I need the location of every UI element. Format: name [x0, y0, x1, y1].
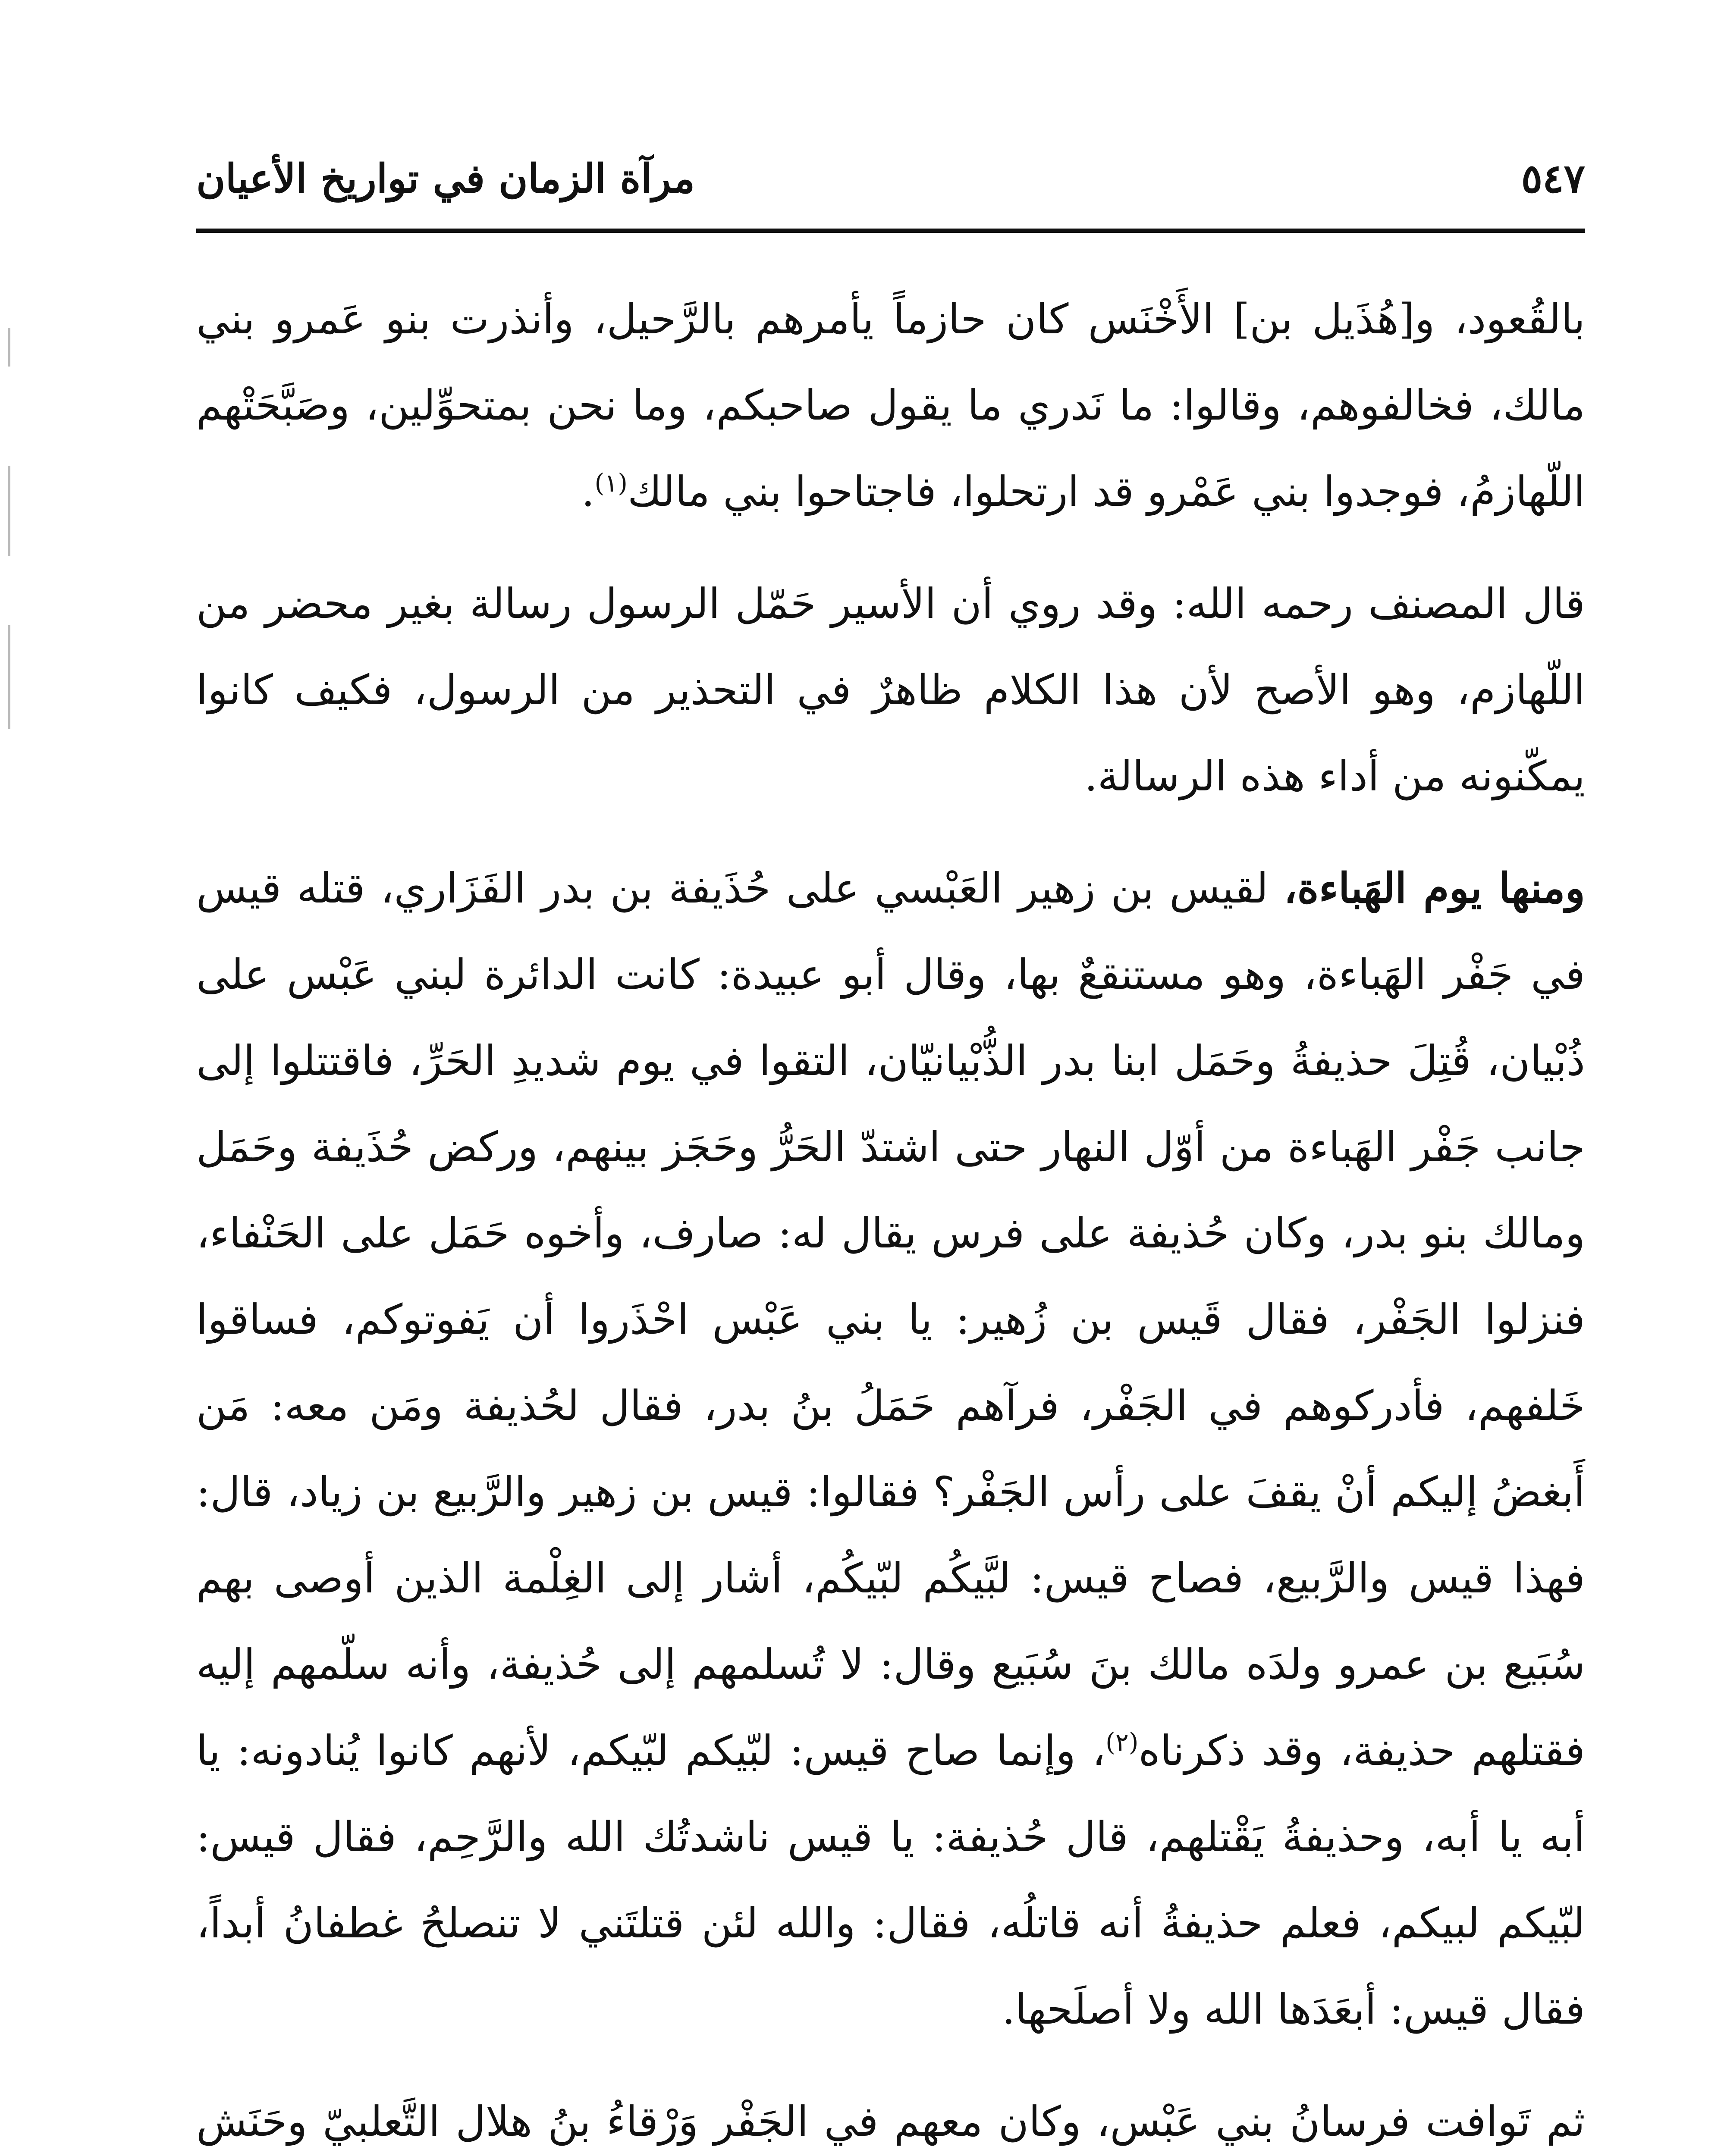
header-rule — [196, 229, 1585, 233]
scan-edge-mark — [8, 466, 10, 556]
footnote-ref: (٢) — [1105, 1727, 1139, 1757]
paragraph — [196, 276, 1585, 535]
scan-edge-mark — [8, 625, 10, 729]
paragraph-text: ثم تَوافت فرسانُ بني عَبْس، وكان معهم في الجَفْر وَرْقاءُ بنُ هلال التَّعلبيّ وحَنَش — [196, 2097, 1585, 2146]
footnote-ref: (١) — [594, 468, 628, 498]
paragraph-text: بالقُعود، و[هُذَيل بن] الأَخْنَس كان حازماً يأمرهم بالرَّحيل، وأنذرت بنو عَمرو بني مالك، فخالفوهم، وقالوا: ما نَدري ما يقول صاحبكم، وما نحن بمتحوِّلين، وصَبَّحَتْهم اللّهازمُ، فوجدوا بني عَمْرو قد ارتحلوا، فاجتاحوا بني مالك — [196, 295, 1585, 516]
paragraph — [196, 2078, 1585, 2156]
paragraph — [196, 561, 1585, 819]
paragraph-text: قال المصنف رحمه الله: وقد روي أن الأسير حَمّل الرسول رسالة بغير محضر من اللّهازم، وهو الأصح لأن هذا الكلام ظاهرٌ في التحذير من الرسول، فكيف كانوا يمكّنونه من أداء هذه الرسالة. — [196, 580, 1585, 800]
paragraph — [196, 845, 1585, 2053]
running-title: مرآة الزمان في تواريخ الأعيان — [196, 155, 695, 202]
paragraph-opener: ومنها يوم الهَباءة، — [1284, 864, 1586, 912]
paragraph-text-tail: . — [581, 467, 595, 516]
page-header — [196, 151, 1585, 216]
paragraph-text-tail: ، وإنما صاح قيس: لبّيكم لبّيكم، لأنهم كانوا يُنادونه: يا أبه يا أبه، وحذيفةُ يَقْتلهم، قال حُذيفة: يا قيس ناشدتُك الله والرَّحِم، فقال قيس: لبّيكم لبيكم، فعلم حذيفةُ أنه قاتلُه، فقال: والله لئن قتلتَني لا تنصلحُ غطفانُ أبداً، فقال قيس: أبعَدَها الله ولا أصلَحها. — [196, 1727, 1586, 2034]
scan-edge-mark — [8, 328, 10, 367]
page-number: ٥٤٧ — [1521, 155, 1585, 202]
main-text — [196, 276, 1585, 2156]
paragraph-text: لقيس بن زهير العَبْسي على حُذَيفة بن بدر الفَزَاري، قتله قيس في جَفْر الهَباءة، وهو مستنقعٌ بها، وقال أبو عبيدة: كانت الدائرة لبني عَبْس على ذُبْيان، قُتِلَ حذيفةُ وحَمَل ابنا بدر الذُّبْيانيّان، التقوا في يوم شديدِ الحَرِّ، فاقتتلوا إلى جانب جَفْر الهَباءة من أوّل النهار حتى اشتدّ الحَرُّ وحَجَز بينهم، وركض حُذَيفة وحَمَل ومالك بنو بدر، وكان حُذيفة على فرس يقال له: صارف، وأخوه حَمَل على الحَنْفاء، فنزلوا الجَفْر، فقال قَيس بن زُهير: يا بني عَبْس احْذَروا أن يَفوتوكم، فساقوا خَلفهم، فأدركوهم في الجَفْر، فرآهم حَمَلُ بنُ بدر، فقال لحُذيفة ومَن معه: مَن أَبغضُ إليكم أنْ يقفَ على رأس الجَفْر؟ فقالوا: قيس بن زهير والرَّبيع بن زياد، قال: فهذا قيس والرَّبيع، فصاح قيس: لبَّيكُم لبّيكُم، أشار إلى الغِلْمة الذين أوصى بهم سُبَيع بن عمرو ولدَه مالك بنَ سُبَيع وقال: لا تُسلمهم إلى حُذيفة، وأنه سلّمهم إليه فقتلهم حذيفة، وقد ذكرناه — [196, 864, 1586, 1775]
